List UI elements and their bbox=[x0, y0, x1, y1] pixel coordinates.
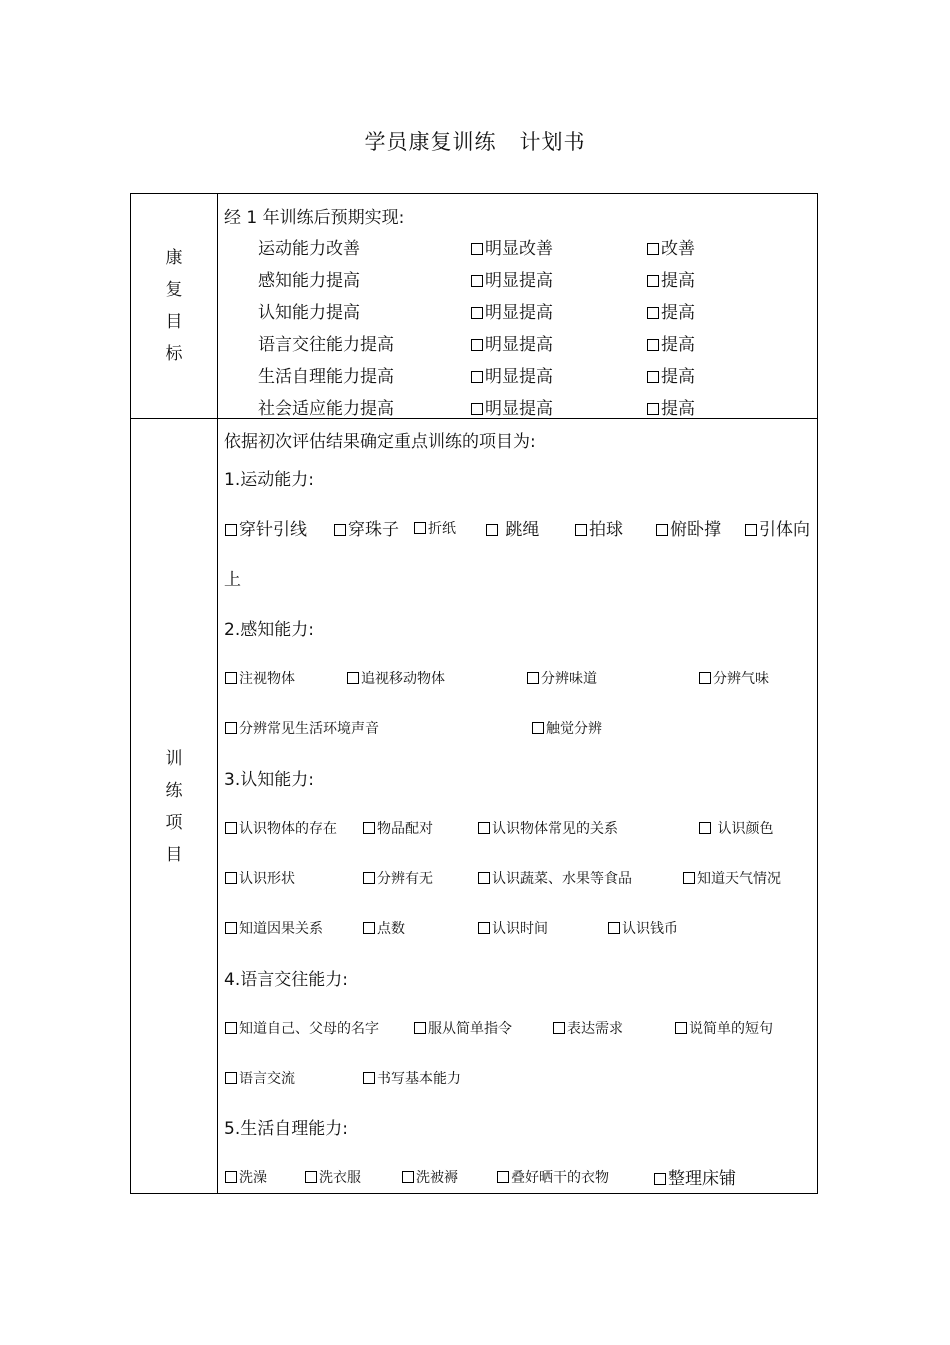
training-option[interactable]: 认识蔬菜、水果等食品 bbox=[478, 868, 632, 888]
checkbox[interactable] bbox=[363, 1072, 375, 1084]
training-label-char: 目 bbox=[165, 845, 183, 865]
training-option[interactable]: 注视物体 bbox=[225, 668, 295, 688]
goal-label-char: 标 bbox=[165, 344, 183, 364]
training-option[interactable]: 知道自己、父母的名字 bbox=[225, 1018, 379, 1038]
checkbox[interactable] bbox=[656, 524, 668, 536]
checkbox[interactable] bbox=[225, 524, 237, 536]
goal-label-char: 目 bbox=[165, 312, 183, 332]
training-option[interactable]: 认识钱币 bbox=[608, 918, 678, 938]
training-option[interactable]: 认识颜色 bbox=[699, 818, 773, 838]
checkbox[interactable] bbox=[347, 672, 359, 684]
training-option[interactable]: 知道因果关系 bbox=[225, 918, 323, 938]
wrapped-text: 上 bbox=[224, 570, 241, 590]
goal-label-char: 复 bbox=[165, 280, 183, 300]
goal-row-name: 社会适应能力提高 bbox=[258, 399, 394, 419]
checkbox[interactable] bbox=[675, 1022, 687, 1034]
goal-option[interactable]: 明显提高 bbox=[471, 330, 553, 355]
goal-intro: 经 1 年训练后预期实现: bbox=[224, 208, 405, 228]
training-option[interactable]: 书写基本能力 bbox=[363, 1068, 461, 1088]
checkbox[interactable] bbox=[471, 275, 483, 287]
training-option[interactable]: 穿针引线 bbox=[225, 515, 307, 540]
checkbox[interactable] bbox=[414, 522, 426, 534]
category-title: 2.感知能力: bbox=[224, 620, 314, 640]
checkbox[interactable] bbox=[699, 672, 711, 684]
checkbox[interactable] bbox=[471, 403, 483, 415]
goal-row-name: 语言交往能力提高 bbox=[258, 335, 394, 355]
training-option[interactable]: 分辨味道 bbox=[527, 668, 597, 688]
goal-option[interactable]: 明显提高 bbox=[471, 298, 553, 323]
checkbox[interactable] bbox=[225, 872, 237, 884]
category-title: 4.语言交往能力: bbox=[224, 970, 348, 990]
checkbox[interactable] bbox=[225, 722, 237, 734]
checkbox[interactable] bbox=[745, 524, 757, 536]
checkbox[interactable] bbox=[532, 722, 544, 734]
training-option[interactable]: 叠好晒干的衣物 bbox=[497, 1167, 609, 1187]
training-option[interactable]: 折纸 bbox=[414, 518, 456, 538]
training-option[interactable]: 认识时间 bbox=[478, 918, 548, 938]
training-option[interactable]: 认识物体常见的关系 bbox=[478, 818, 618, 838]
training-option[interactable]: 语言交流 bbox=[225, 1068, 295, 1088]
checkbox[interactable] bbox=[478, 922, 490, 934]
training-option[interactable]: 触觉分辨 bbox=[532, 718, 602, 738]
training-option[interactable]: 认识形状 bbox=[225, 868, 295, 888]
training-option[interactable]: 跳绳 bbox=[486, 515, 539, 540]
checkbox[interactable] bbox=[486, 524, 498, 536]
checkbox[interactable] bbox=[654, 1173, 666, 1185]
training-option[interactable]: 洗衣服 bbox=[305, 1167, 361, 1187]
goal-label-char: 康 bbox=[165, 248, 183, 268]
checkbox[interactable] bbox=[575, 524, 587, 536]
checkbox[interactable] bbox=[225, 672, 237, 684]
goal-option[interactable]: 改善 bbox=[647, 234, 695, 259]
checkbox[interactable] bbox=[225, 822, 237, 834]
checkbox[interactable] bbox=[363, 922, 375, 934]
category-title: 1.运动能力: bbox=[224, 470, 314, 490]
training-option[interactable]: 说简单的短句 bbox=[675, 1018, 773, 1038]
column-divider bbox=[217, 194, 218, 1193]
checkbox[interactable] bbox=[647, 307, 659, 319]
goal-option[interactable]: 明显提高 bbox=[471, 394, 553, 419]
checkbox[interactable] bbox=[363, 872, 375, 884]
checkbox[interactable] bbox=[225, 922, 237, 934]
checkbox[interactable] bbox=[414, 1022, 426, 1034]
checkbox[interactable] bbox=[471, 371, 483, 383]
category-title: 3.认知能力: bbox=[224, 770, 314, 790]
training-option[interactable]: 分辨常见生活环境声音 bbox=[225, 718, 379, 738]
checkbox[interactable] bbox=[225, 1171, 237, 1183]
goal-option[interactable]: 明显提高 bbox=[471, 266, 553, 291]
goal-option[interactable]: 提高 bbox=[647, 266, 695, 291]
training-option[interactable]: 穿珠子 bbox=[334, 515, 399, 540]
checkbox[interactable] bbox=[699, 822, 711, 834]
training-label-char: 项 bbox=[165, 813, 183, 833]
training-option[interactable]: 整理床铺 bbox=[654, 1164, 736, 1189]
training-option[interactable]: 点数 bbox=[363, 918, 405, 938]
checkbox[interactable] bbox=[363, 822, 375, 834]
checkbox[interactable] bbox=[647, 275, 659, 287]
checkbox[interactable] bbox=[553, 1022, 565, 1034]
checkbox[interactable] bbox=[471, 307, 483, 319]
training-option[interactable]: 认识物体的存在 bbox=[225, 818, 337, 838]
goal-option[interactable]: 提高 bbox=[647, 394, 695, 419]
training-option[interactable]: 表达需求 bbox=[553, 1018, 623, 1038]
goal-row-name: 运动能力改善 bbox=[258, 239, 360, 259]
training-intro: 依据初次评估结果确定重点训练的项目为: bbox=[224, 432, 536, 452]
goal-row-name: 感知能力提高 bbox=[258, 271, 360, 291]
checkbox[interactable] bbox=[647, 339, 659, 351]
checkbox[interactable] bbox=[225, 1072, 237, 1084]
checkbox[interactable] bbox=[305, 1171, 317, 1183]
document-title: 学员康复训练 计划书 bbox=[364, 130, 586, 154]
goal-option[interactable]: 提高 bbox=[647, 298, 695, 323]
training-option[interactable]: 服从简单指令 bbox=[414, 1018, 512, 1038]
goal-label bbox=[131, 194, 217, 418]
training-option[interactable]: 分辨有无 bbox=[363, 868, 433, 888]
category-title: 5.生活自理能力: bbox=[224, 1119, 348, 1139]
training-option[interactable]: 分辨气味 bbox=[699, 668, 769, 688]
training-label-char: 训 bbox=[165, 749, 183, 769]
training-label-char: 练 bbox=[165, 781, 183, 801]
checkbox[interactable] bbox=[647, 403, 659, 415]
checkbox[interactable] bbox=[478, 822, 490, 834]
goal-row-name: 生活自理能力提高 bbox=[258, 367, 394, 387]
checkbox[interactable] bbox=[225, 1022, 237, 1034]
plan-table bbox=[130, 193, 818, 1194]
training-option[interactable]: 俯卧撑 bbox=[656, 515, 721, 540]
checkbox[interactable] bbox=[334, 524, 346, 536]
goal-option[interactable]: 明显改善 bbox=[471, 234, 553, 259]
checkbox[interactable] bbox=[527, 672, 539, 684]
goal-option[interactable]: 明显提高 bbox=[471, 362, 553, 387]
checkbox[interactable] bbox=[471, 243, 483, 255]
checkbox[interactable] bbox=[471, 339, 483, 351]
checkbox[interactable] bbox=[647, 243, 659, 255]
training-option[interactable]: 知道天气情况 bbox=[683, 868, 781, 888]
training-option[interactable]: 拍球 bbox=[575, 515, 623, 540]
checkbox[interactable] bbox=[647, 371, 659, 383]
training-option[interactable]: 洗被褥 bbox=[402, 1167, 458, 1187]
training-option[interactable]: 物品配对 bbox=[363, 818, 433, 838]
training-option[interactable]: 引体向 bbox=[745, 515, 810, 540]
checkbox[interactable] bbox=[402, 1171, 414, 1183]
checkbox[interactable] bbox=[497, 1171, 509, 1183]
goal-option[interactable]: 提高 bbox=[647, 362, 695, 387]
checkbox[interactable] bbox=[478, 872, 490, 884]
goal-row-name: 认知能力提高 bbox=[258, 303, 360, 323]
checkbox[interactable] bbox=[683, 872, 695, 884]
checkbox[interactable] bbox=[608, 922, 620, 934]
training-option[interactable]: 洗澡 bbox=[225, 1167, 267, 1187]
training-label bbox=[131, 419, 217, 1195]
training-option[interactable]: 追视移动物体 bbox=[347, 668, 445, 688]
goal-option[interactable]: 提高 bbox=[647, 330, 695, 355]
